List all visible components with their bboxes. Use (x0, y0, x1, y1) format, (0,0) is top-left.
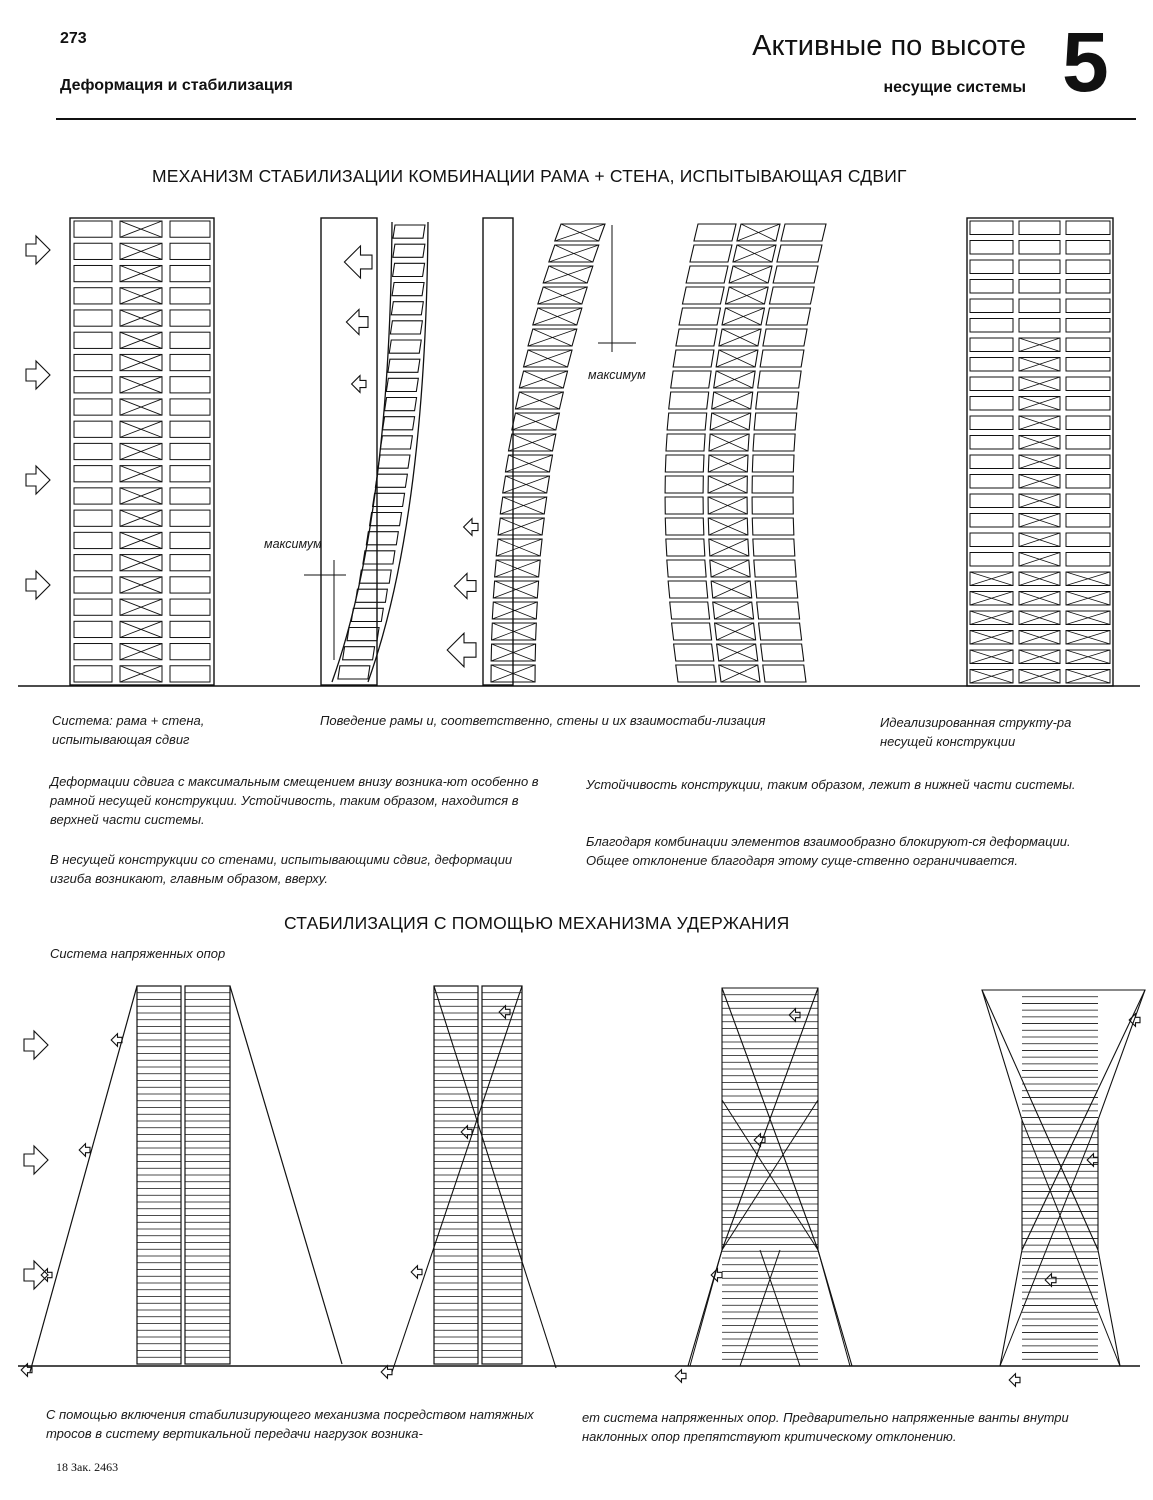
frame-bay (777, 245, 822, 262)
frame-bay (170, 555, 210, 571)
frame-bay (970, 455, 1013, 469)
frame-bay (673, 350, 714, 367)
frame-bay (753, 539, 795, 556)
load-arrow-icon (352, 376, 366, 393)
brace (721, 665, 758, 682)
frame-bay (74, 577, 112, 593)
frame-bay (351, 608, 383, 621)
frame-bay (170, 354, 210, 370)
caption-guyed-left: С помощью включения стабилизирующего механизма посредством натяжных тросов в систему вертикальной передачи нагрузок возника- (46, 1407, 534, 1441)
brace (533, 308, 582, 325)
frame-bay (1066, 338, 1110, 352)
frame-bay (1066, 319, 1110, 333)
frame-bay (1066, 514, 1110, 528)
frame-bay (682, 287, 724, 304)
frame-bay (754, 560, 796, 577)
cable (230, 986, 342, 1364)
frame-bay (671, 371, 711, 388)
frame-bay (378, 455, 410, 468)
section2-subtitle: Система напряженных опор (50, 946, 226, 961)
cable (30, 986, 137, 1372)
paragraph-stability: Устойчивость конструкции, таким образом, лежит в нижней части системы. (586, 777, 1076, 792)
frame-bay (970, 436, 1013, 450)
wind-arrow-icon (26, 571, 50, 599)
frame-bay (74, 644, 112, 660)
brace (710, 413, 751, 430)
frame-bay (970, 514, 1013, 528)
frame-bay (170, 421, 210, 437)
brace (524, 350, 572, 367)
load-arrow-icon (346, 309, 368, 334)
frame-bay (970, 280, 1013, 294)
frame-bay (781, 224, 826, 241)
frame-bay (690, 245, 732, 262)
tower-outline (967, 218, 1113, 686)
tension-arrow-icon (79, 1144, 90, 1157)
frame-bay (386, 378, 418, 391)
figure-wall-behavior (447, 218, 636, 685)
frame-bay (1066, 260, 1110, 274)
frame-bay (170, 399, 210, 415)
frame-bay (388, 359, 420, 372)
frame-bay (375, 474, 407, 487)
frame-bay (970, 338, 1013, 352)
frame-bay (74, 621, 112, 637)
wind-arrow-icon (24, 1261, 48, 1289)
frame-bay (170, 332, 210, 348)
frame-bay (668, 581, 708, 598)
brace (719, 644, 756, 661)
cable (392, 986, 522, 1372)
wind-arrow-icon (26, 361, 50, 389)
frame-bay (773, 266, 818, 283)
brace (737, 224, 780, 241)
frame-bay (970, 377, 1013, 391)
label-maximum-1: максимум (264, 537, 322, 551)
frame-bay (383, 417, 415, 430)
frame-bay (752, 497, 793, 514)
frame-bay (970, 397, 1013, 411)
brace (719, 329, 761, 346)
frame-bay (363, 551, 395, 564)
label-maximum-2: максимум (588, 368, 646, 382)
frame-bay (392, 283, 424, 296)
section-heading: Деформация и стабилизация (60, 77, 293, 94)
frame-bay (670, 602, 710, 619)
figure-internal-cables (381, 986, 556, 1378)
frame-bay (347, 628, 379, 641)
print-mark: 18 Зак. 2463 (56, 1460, 119, 1474)
frame-bay (970, 299, 1013, 313)
caption-idealized: Идеализированная структу-ра несущей конструкции (880, 715, 1072, 749)
frame-bay (393, 225, 425, 238)
frame-bay (370, 513, 402, 526)
frame-bay (170, 243, 210, 259)
frame-bay (1019, 221, 1060, 235)
frame-bay (679, 308, 720, 325)
frame-bay (338, 666, 370, 679)
brace (717, 623, 754, 640)
diagonal-brace (690, 1250, 722, 1366)
frame-bay (1066, 553, 1110, 567)
wind-arrow-icon (24, 1031, 48, 1059)
frame-bay (170, 488, 210, 504)
frame-bay (366, 532, 398, 545)
figure-hourglass-tower (982, 990, 1145, 1386)
brace (549, 245, 599, 262)
frame-bay (970, 553, 1013, 567)
frame-bay (74, 354, 112, 370)
figure-guyed-tower (21, 986, 342, 1376)
frame-bay (390, 321, 422, 334)
frame-bay (170, 621, 210, 637)
frame-bay (763, 329, 807, 346)
load-arrow-icon (344, 246, 372, 278)
frame-bay (761, 644, 804, 661)
frame-bay (74, 555, 112, 571)
brace (509, 434, 556, 451)
chapter-title: Активные по высоте (752, 30, 1026, 62)
frame-bay (170, 666, 210, 682)
frame-bay (970, 416, 1013, 430)
caption-guyed-right: ет система напряженных опор. Предварительно напряженные ванты внутри наклонных опор препятствуют критическому отклонению. (582, 1410, 1069, 1444)
figure-frame-plus-wall (26, 218, 214, 685)
brace (512, 413, 560, 430)
diagonal-brace (740, 1250, 780, 1366)
frame-bay (1066, 299, 1110, 313)
frame-bay (763, 665, 806, 682)
frame-bay (752, 476, 793, 493)
page-number: 273 (60, 30, 87, 47)
brace (714, 371, 755, 388)
frame-bay (385, 398, 417, 411)
brace (498, 518, 544, 535)
diagonal-brace (1000, 1120, 1098, 1366)
frame-bay (970, 241, 1013, 255)
frame-bay (170, 466, 210, 482)
frame-bay (665, 455, 704, 472)
frame-bay (1019, 319, 1060, 333)
frame-bay (1019, 299, 1060, 313)
load-arrow-icon (454, 573, 476, 598)
paragraph-combination: Благодаря комбинации элементов взаимообразно блокируют-ся деформации. Общее отклонение благодаря этому суще-ственно ограничивается. (586, 834, 1071, 868)
frame-bay (669, 392, 709, 409)
brace (528, 329, 577, 346)
frame-bay (170, 577, 210, 593)
frame-bay (672, 623, 712, 640)
frame-bay (760, 350, 804, 367)
frame-bay (74, 243, 112, 259)
frame-bay (1066, 397, 1110, 411)
tension-arrow-icon (675, 1370, 686, 1383)
frame-bay (754, 413, 797, 430)
tension-arrow-icon (1009, 1374, 1020, 1387)
frame-bay (970, 221, 1013, 235)
frame-bay (1066, 377, 1110, 391)
frame-bay (667, 413, 707, 430)
brace (495, 560, 541, 577)
cable (434, 986, 556, 1368)
figure-combined-deformation (665, 224, 826, 682)
frame-bay (757, 602, 800, 619)
section2-title: СТАБИЛИЗАЦИЯ С ПОМОЩЬЮ МЕХАНИЗМА УДЕРЖАНИЯ (284, 913, 790, 933)
frame-bay (752, 455, 794, 472)
frame-bay (74, 599, 112, 615)
brace (538, 287, 587, 304)
load-arrow-icon (464, 519, 478, 536)
frame-bay (665, 518, 704, 535)
frame-bay (170, 443, 210, 459)
brace (716, 350, 758, 367)
frame-bay (665, 497, 703, 514)
frame-bay (74, 399, 112, 415)
frame-bay (391, 302, 423, 315)
figure-idealized-structure (967, 218, 1113, 686)
brace (725, 287, 768, 304)
paragraph-bending: В несущей конструкции со стенами, испытывающими сдвиг, деформации изгиба возникают, главным образом, вверху. (50, 852, 513, 886)
frame-bay (686, 266, 728, 283)
tension-arrow-icon (1045, 1274, 1056, 1287)
frame-bay (170, 221, 210, 237)
frame-bay (74, 421, 112, 437)
brace (729, 266, 772, 283)
frame-bay (755, 581, 798, 598)
frame-bay (756, 392, 799, 409)
chapter-number: 5 (1062, 15, 1109, 109)
brace (713, 581, 750, 598)
frame-bay (769, 287, 814, 304)
frame-bay (758, 371, 801, 388)
brace (712, 392, 753, 409)
frame-bay (1066, 358, 1110, 372)
brace (496, 539, 542, 556)
brace (543, 266, 593, 283)
frame-bay (74, 332, 112, 348)
frame-bay (359, 570, 391, 583)
frame-bay (970, 475, 1013, 489)
wall-outline (321, 218, 377, 685)
load-arrow-icon (447, 633, 476, 667)
frame-bay (74, 532, 112, 548)
frame-bay (970, 260, 1013, 274)
frame-bay (753, 434, 795, 451)
frame-bay (667, 560, 706, 577)
figure-frame-behavior (304, 218, 428, 685)
frame-bay (1066, 241, 1110, 255)
frame-bay (1066, 416, 1110, 430)
diagonal-brace (760, 1250, 800, 1366)
frame-bay (74, 310, 112, 326)
wind-arrow-icon (24, 1146, 48, 1174)
diagonal-brace (1022, 1120, 1120, 1366)
frame-bay (74, 666, 112, 682)
frame-bay (694, 224, 736, 241)
frame-bay (766, 308, 810, 325)
frame-bay (74, 221, 112, 237)
section1-title: МЕХАНИЗМ СТАБИЛИЗАЦИИ КОМБИНАЦИИ РАМА + СТЕНА, ИСПЫТЫВАЮЩАЯ СДВИГ (152, 166, 907, 186)
frame-bay (665, 476, 703, 493)
frame-bay (343, 647, 375, 660)
frame-bay (1066, 533, 1110, 547)
frame-bay (355, 589, 387, 602)
frame-bay (170, 310, 210, 326)
frame-bay (752, 518, 794, 535)
frame-bay (74, 443, 112, 459)
frame-bay (1066, 221, 1110, 235)
frame-bay (1066, 436, 1110, 450)
frame-bay (1066, 455, 1110, 469)
frame-bay (170, 288, 210, 304)
frame-bay (1019, 260, 1060, 274)
frame-bay (1066, 494, 1110, 508)
frame-bay (74, 510, 112, 526)
frame-bay (170, 599, 210, 615)
frame-bay (676, 665, 716, 682)
figure-diagonal-tower (675, 988, 852, 1382)
frame-bay (970, 533, 1013, 547)
brace (722, 308, 764, 325)
brace (715, 602, 752, 619)
frame-bay (1019, 241, 1060, 255)
diagonal-brace (818, 1250, 850, 1366)
frame-bay (393, 244, 425, 257)
frame-bay (759, 623, 802, 640)
brace (503, 476, 550, 493)
frame-bay (74, 265, 112, 281)
frame-bay (1019, 280, 1060, 294)
frame-bay (676, 329, 717, 346)
frame-bay (1066, 280, 1110, 294)
frame-bay (380, 436, 412, 449)
frame-bay (74, 288, 112, 304)
brace (515, 392, 563, 409)
frame-bay (970, 319, 1013, 333)
caption-system: Система: рама + стена, испытывающая сдвиг (52, 713, 205, 747)
brace (733, 245, 776, 262)
frame-bay (170, 532, 210, 548)
frame-bay (74, 466, 112, 482)
frame-bay (674, 644, 714, 661)
frame-bay (170, 510, 210, 526)
caption-behavior: Поведение рамы и, соответственно, стены и их взаимостаби-лизация (320, 713, 766, 728)
frame-bay (1066, 475, 1110, 489)
frame-bay (74, 377, 112, 393)
wind-arrow-icon (26, 236, 50, 264)
wind-arrow-icon (26, 466, 50, 494)
frame-bay (170, 644, 210, 660)
tension-arrow-icon (411, 1266, 422, 1279)
frame-bay (74, 488, 112, 504)
frame-bay (970, 358, 1013, 372)
tension-arrow-icon (499, 1006, 510, 1019)
frame-bay (170, 377, 210, 393)
tension-arrow-icon (381, 1366, 392, 1379)
frame-bay (666, 434, 705, 451)
brace (500, 497, 546, 514)
brace (519, 371, 567, 388)
paragraph-shear: Деформации сдвига с максимальным смещением внизу возника-ют особенно в рамной несущей конструкции. Устойчивость, таким образом, находится в верхней части системы. (50, 774, 539, 827)
frame-bay (393, 263, 425, 276)
frame-bay (666, 539, 705, 556)
frame-bay (389, 340, 421, 353)
frame-bay (170, 265, 210, 281)
chapter-subtitle: несущие системы (883, 79, 1026, 96)
brace (555, 224, 605, 241)
frame-bay (970, 494, 1013, 508)
